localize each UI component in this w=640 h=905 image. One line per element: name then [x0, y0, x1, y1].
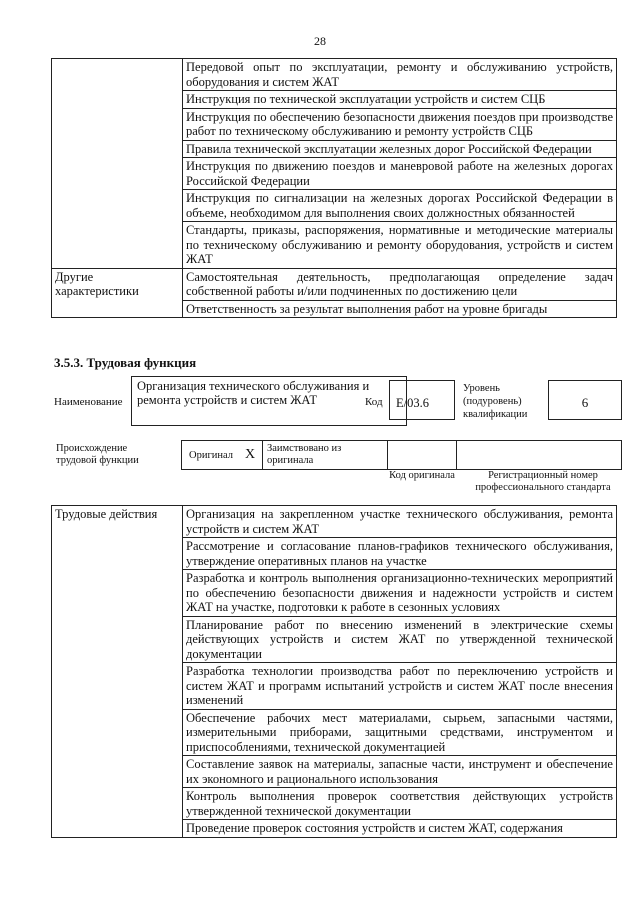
labor-action-item: Планирование работ по внесению изменений в электрические схемы действующих устройств и систем ЖАТ по утвержденной технической документации — [183, 616, 617, 663]
knowledge-table — [51, 58, 617, 318]
knowledge-item: Инструкция по технической эксплуатации устройств и систем СЦБ — [183, 91, 617, 109]
other-characteristic-item: Самостоятельная деятельность, предполагающая определение задач собственной работы и/или подчиненных по достижению цели — [183, 268, 617, 300]
original-label: Оригинал — [189, 450, 233, 461]
level-label: Уровень (подуровень) квалификации — [463, 383, 528, 420]
knowledge-label-cell — [52, 59, 183, 269]
registration-number-caption: Регистрационный номер профессионального стандарта — [475, 470, 611, 493]
knowledge-item: Инструкция по обеспечению безопасности движения поездов при производстве работ по техническому обслуживанию и ремонту устройств СЦБ — [183, 108, 617, 140]
registration-number-box — [456, 440, 622, 470]
code-box — [389, 380, 455, 420]
name-label: Наименование — [54, 396, 123, 408]
labor-actions-table — [51, 505, 617, 838]
function-name-value: Организация технического обслуживания и ремонта устройств и систем ЖАТ — [137, 379, 370, 407]
labor-action-item: Рассмотрение и согласование планов-графиков технического обслуживания, утверждение оперативных планов на участке — [183, 538, 617, 570]
origin-label: Происхождение трудовой функции — [56, 443, 139, 466]
level-box — [548, 380, 622, 420]
page-number: 28 — [314, 34, 326, 48]
function-header — [54, 376, 624, 436]
knowledge-item: Инструкция по сигнализации на железных дорогах Российской Федерации в объеме, необходимом для выполнения своих должностных обязанностей — [183, 190, 617, 222]
origin-row — [54, 437, 624, 497]
original-mark: X — [245, 447, 256, 462]
knowledge-item: Передовой опыт по эксплуатации, ремонту и обслуживанию устройств, оборудования и систем ЖАТ — [183, 59, 617, 91]
labor-action-item: Организация на закрепленном участке технического обслуживания, ремонта устройств и систем ЖАТ — [183, 506, 617, 538]
level-value: 6 — [581, 395, 589, 410]
code-value: E/03.6 — [396, 396, 429, 410]
borrowed-box — [262, 440, 388, 470]
labor-action-item: Разработка и контроль выполнения организационно-технических мероприятий по обеспечению безопасности движения и надежности устройств и систем ЖАТ на участке, подготовки к работе в сезонных условиях — [183, 570, 617, 617]
knowledge-item: Инструкция по движению поездов и маневровой работе на железных дорогах Российской Федерации — [183, 158, 617, 190]
labor-action-item: Разработка технологии производства работ по переключению устройств и систем ЖАТ и программ испытаний устройств и систем ЖАТ после внесения изменений — [183, 663, 617, 710]
labor-action-item: Контроль выполнения проверок соответствия действующих устройств утвержденной технической документации — [183, 788, 617, 820]
original-box — [181, 440, 263, 470]
labor-action-item: Проведение проверок состояния устройств и систем ЖАТ, содержания — [183, 820, 617, 838]
original-code-box — [387, 440, 457, 470]
labor-action-item: Обеспечение рабочих мест материалами, сырьем, запасными частями, измерительными приборами, защитными средствами, инструментом и приспособлениями, технической документацией — [183, 709, 617, 756]
other-characteristic-item: Ответственность за результат выполнения работ на уровне бригады — [183, 300, 617, 318]
original-code-caption: Код оригинала — [389, 470, 455, 481]
knowledge-item: Правила технической эксплуатации железных дорог Российской Федерации — [183, 140, 617, 158]
code-label: Код — [365, 396, 383, 408]
labor-action-item: Составление заявок на материалы, запасные части, инструмент и обеспечение их экономного и рационального использования — [183, 756, 617, 788]
borrowed-label: Заимствовано из оригинала — [267, 443, 342, 466]
knowledge-item: Стандарты, приказы, распоряжения, нормативные и методические материалы по техническому обслуживанию и ремонту оборудования, устройств и систем ЖАТ — [183, 222, 617, 269]
other-characteristics-label: Другие характеристики — [52, 268, 183, 318]
labor-actions-label: Трудовые действия — [52, 506, 183, 838]
section-title: 3.5.3. Трудовая функция — [54, 355, 197, 370]
